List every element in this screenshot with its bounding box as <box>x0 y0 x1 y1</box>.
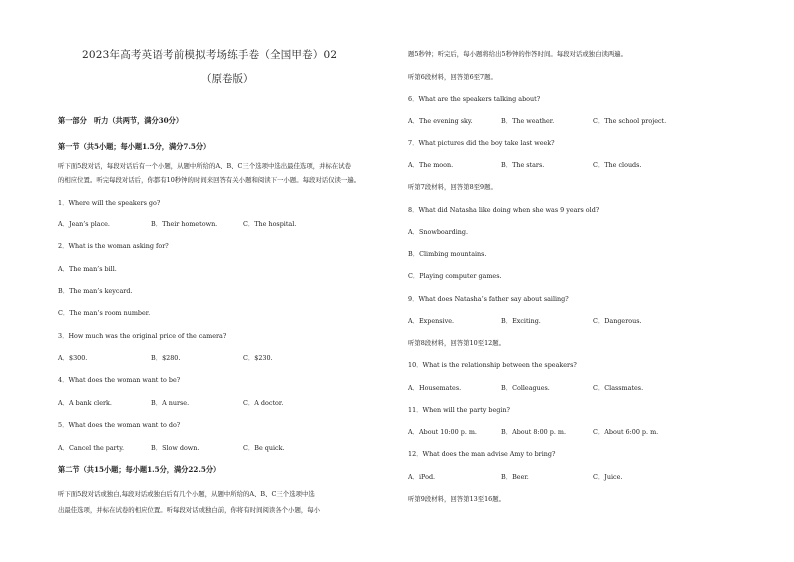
option-a[interactable]: A．Jean’s place. <box>58 220 110 228</box>
question-text: 4．What does the woman want to be? <box>58 376 181 384</box>
option-a[interactable]: A．Housemates. <box>408 384 462 392</box>
section1-instructions-line: 听下面5段对话，每段对话后有一个小题，从题中所给的A、B、C三个选项中选出最佳选项，并标在试卷 <box>58 162 352 170</box>
option-c[interactable]: C．Playing computer games. <box>408 272 502 280</box>
question-text: 1．Where will the speakers go? <box>58 199 161 207</box>
option-c[interactable]: C．About 6:00 p. m. <box>593 428 659 436</box>
question-text: 3．How much was the original price of the camera? <box>58 332 227 340</box>
option-c[interactable]: C．Be quick. <box>243 444 285 452</box>
option-a[interactable]: A．Snowboarding. <box>408 228 468 236</box>
option-b[interactable]: B．Their hometown. <box>151 220 218 228</box>
option-c[interactable]: C．Classmates. <box>593 384 644 392</box>
option-b[interactable]: B．Slow down. <box>151 444 200 452</box>
part1-heading: 第一部分 听力（共两节，满分30分） <box>58 116 184 125</box>
option-c[interactable]: C．The clouds. <box>593 161 642 169</box>
option-a[interactable]: A．iPod. <box>408 473 436 481</box>
option-b[interactable]: B．Colleagues. <box>501 384 550 392</box>
section2-instructions-line: 出最佳选项，并标在试卷的相应位置。听每段对话或独白前，你将有时间阅读各个小题，每小 <box>58 506 321 514</box>
option-c[interactable]: C．Dangerous. <box>593 317 642 325</box>
option-a[interactable]: A．A bank clerk. <box>58 399 112 407</box>
question-text: 7．What pictures did the boy take last week? <box>408 139 555 147</box>
material-note: 听第8段材料，回答第10至12题。 <box>408 339 506 347</box>
material-note: 听第7段材料，回答第8至9题。 <box>408 183 497 191</box>
option-a[interactable]: A．$300. <box>58 354 88 362</box>
option-c[interactable]: C．The hospital. <box>243 220 297 228</box>
question-text: 8．What did Natasha like doing when she was 9 years old? <box>408 206 600 214</box>
option-b[interactable]: B．The man’s keycard. <box>58 287 133 295</box>
section1-instructions-line: 的相应位置。听完每段对话后，你都有10秒钟的时间来回答有关小题和阅读下一小题。每段对话仅读一遍。 <box>58 176 361 184</box>
material-note: 听第9段材料，回答第13至16题。 <box>408 495 506 503</box>
section2-instructions-line: 题5秒钟；听完后，每小题将给出5秒钟的作答时间。每段对话或独白读两遍。 <box>408 50 628 58</box>
option-a[interactable]: A．The evening sky. <box>408 117 473 125</box>
section1-heading: 第一节（共5小题；每小题1.5分，满分7.5分） <box>58 142 211 151</box>
option-a[interactable]: A．The moon. <box>408 161 454 169</box>
question-text: 10．What is the relationship between the speakers? <box>408 361 577 369</box>
option-c[interactable]: C．Juice. <box>593 473 623 481</box>
option-a[interactable]: A．Cancel the party. <box>58 444 125 452</box>
option-c[interactable]: C．The school project. <box>593 117 667 125</box>
material-note: 听第6段材料，回答第6至7题。 <box>408 73 497 81</box>
question-text: 2．What is the woman asking for? <box>58 242 169 250</box>
option-b[interactable]: B．Exciting. <box>501 317 541 325</box>
option-b[interactable]: B．A nurse. <box>151 399 190 407</box>
option-a[interactable]: A．Expensive. <box>408 317 455 325</box>
option-a[interactable]: A．The man’s bill. <box>58 265 117 273</box>
option-b[interactable]: B．About 8:00 p. m. <box>501 428 566 436</box>
option-c[interactable]: C．The man’s room number. <box>58 309 151 317</box>
page-title: 2023年高考英语考前模拟考场练手卷（全国甲卷）02 <box>82 49 338 61</box>
page-subtitle: （原卷版） <box>201 73 254 85</box>
option-b[interactable]: B．Climbing mountains. <box>408 250 487 258</box>
option-c[interactable]: C．$230. <box>243 354 273 362</box>
option-b[interactable]: B．$280. <box>151 354 181 362</box>
question-text: 6．What are the speakers talking about? <box>408 95 541 103</box>
section2-instructions-line: 听下面5段对话或独白,每段对话或独白后有几个小题，从题中所给的A、B、C三个选项中选 <box>58 490 315 498</box>
option-a[interactable]: A．About 10:00 p. m. <box>408 428 477 436</box>
option-b[interactable]: B．Beer. <box>501 473 529 481</box>
question-text: 12．What does the man advise Amy to bring? <box>408 450 556 458</box>
option-b[interactable]: B．The stars. <box>501 161 545 169</box>
question-text: 11．When will the party begin? <box>408 406 510 414</box>
option-c[interactable]: C．A doctor. <box>243 399 284 407</box>
option-b[interactable]: B．The weather. <box>501 117 555 125</box>
question-text: 5．What does the woman want to do? <box>58 421 181 429</box>
section2-heading: 第二节（共15小题；每小题1.5分，满分22.5分） <box>58 465 221 474</box>
question-text: 9．What does Natasha’s father say about sailing? <box>408 295 569 303</box>
